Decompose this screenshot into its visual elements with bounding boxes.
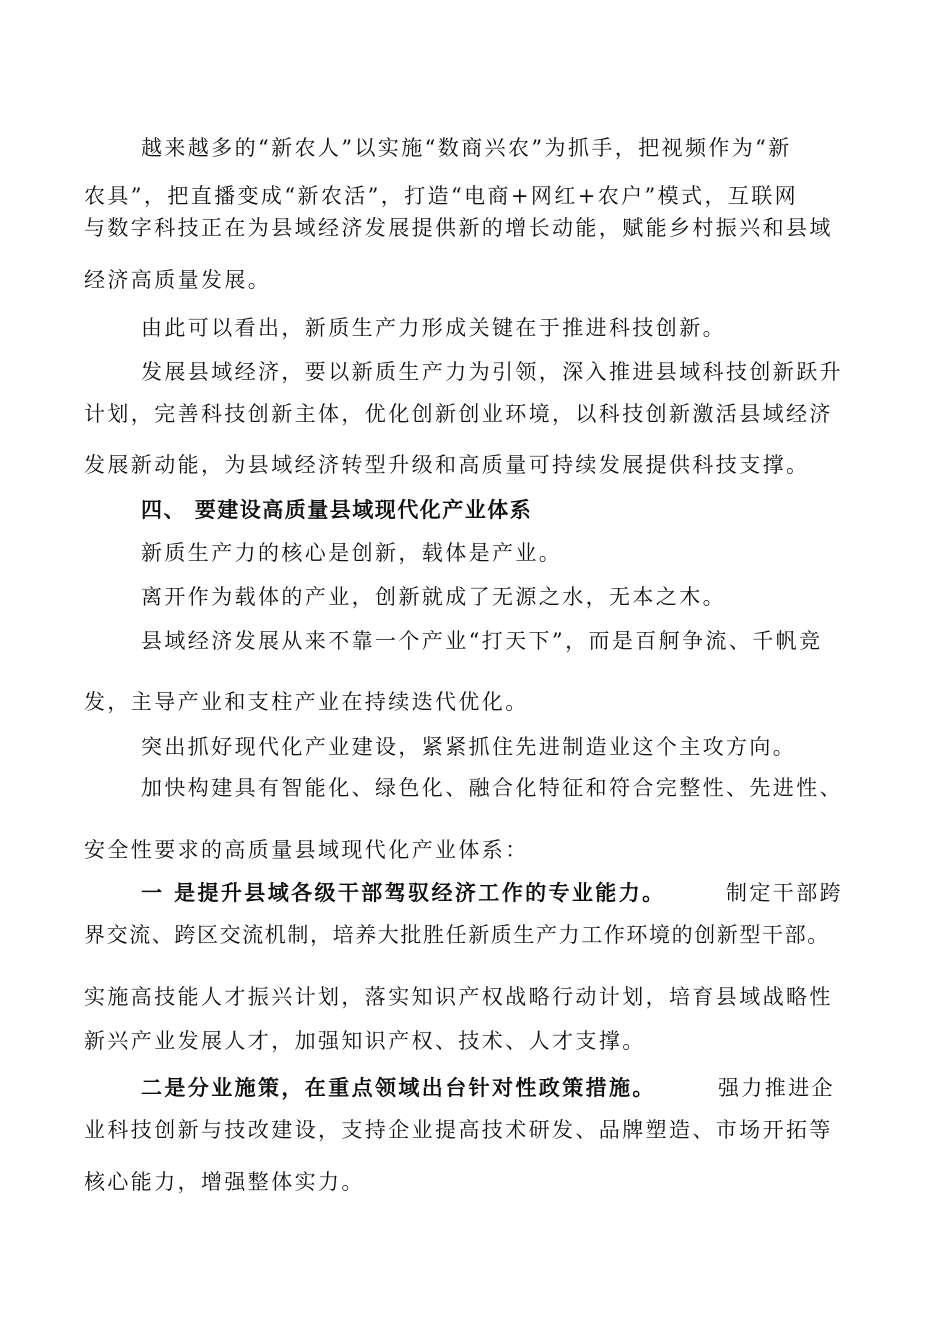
bold-lead-sentence: 一 是提升县域各级干部驾驭经济工作的专业能力。 bbox=[141, 880, 666, 905]
paragraph-line: 安全性要求的高质量县域现代化产业体系： bbox=[84, 838, 529, 862]
paragraph-line: 离开作为载体的产业，创新就成了无源之水，无本之木。 bbox=[141, 585, 726, 609]
paragraph-line: 计划，完善科技创新主体，优化创新创业环境，以科技创新激活县域经济 bbox=[84, 402, 833, 426]
paragraph-line: 农具”，把直播变成“新农活”，打造“电商+网红+农户”模式，互联网 bbox=[84, 184, 799, 208]
paragraph-line: 加快构建具有智能化、绿色化、融合化特征和符合完整性、先进性、 bbox=[141, 776, 843, 800]
paragraph-line: 越来越多的“新农人”以实施“数商兴农”为抓手，把视频作为“新 bbox=[141, 136, 792, 160]
paragraph-line: 发展县域经济，要以新质生产力为引领，深入推进县域科技创新跃升 bbox=[141, 360, 843, 384]
paragraph-line: 县域经济发展从来不靠一个产业“打天下”，而是百舸争流、千帆竞 bbox=[141, 629, 823, 653]
paragraph-line: 新质生产力的核心是创新，载体是产业。 bbox=[141, 541, 563, 565]
paragraph-line: 制定干部跨 bbox=[726, 881, 843, 905]
paragraph-line: 与数字科技正在为县域经济发展提供新的增长动能，赋能乡村振兴和县域 bbox=[84, 216, 833, 240]
paragraph-line: 经济高质量发展。 bbox=[84, 268, 272, 292]
paragraph-line: 实施高技能人才振兴计划，落实知识产权战略行动计划，培育县域战略性 bbox=[84, 985, 833, 1009]
paragraph-line: 新兴产业发展人才，加强知识产权、技术、人才支撑。 bbox=[84, 1029, 646, 1053]
paragraph-line: 发展新动能，为县域经济转型升级和高质量可持续发展提供科技支撑。 bbox=[84, 453, 810, 477]
paragraph-line: 突出抓好现代化产业建设，紧紧抓住先进制造业这个主攻方向。 bbox=[141, 735, 797, 759]
paragraph-line: 由此可以看出，新质生产力形成关键在于推进科技创新。 bbox=[141, 316, 726, 340]
paragraph-line: 发，主导产业和支柱产业在持续迭代优化。 bbox=[84, 690, 529, 714]
paragraph-line: 核心能力，增强整体实力。 bbox=[84, 1170, 365, 1194]
paragraph-line: 业科技创新与技改建设，支持企业提高技术研发、品牌塑造、市场开拓等 bbox=[84, 1118, 833, 1142]
paragraph-line: 强力推进企 bbox=[718, 1076, 835, 1100]
bold-lead-sentence: 二是分业施策，在重点领域出台针对性政策措施。 bbox=[141, 1075, 656, 1100]
paragraph-line: 界交流、跨区交流机制，培养大批胜任新质生产力工作环境的创新型干部。 bbox=[84, 923, 830, 947]
section-heading: 四、 要建设高质量县域现代化产业体系 bbox=[141, 497, 533, 522]
